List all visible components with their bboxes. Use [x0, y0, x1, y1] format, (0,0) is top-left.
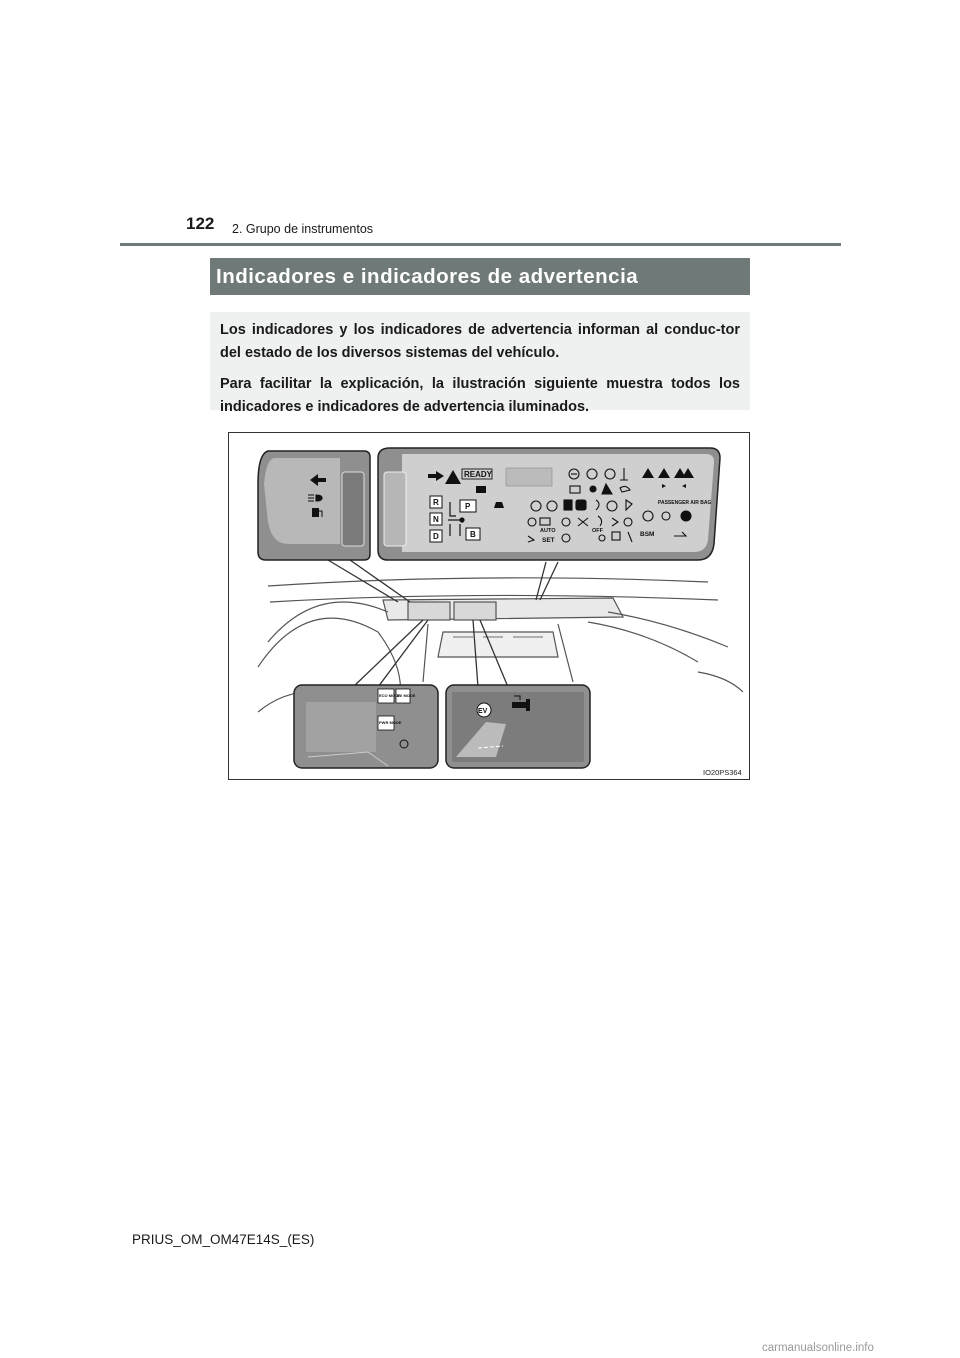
- passenger-airbag-label: PASSENGER AIR BAG: [658, 500, 712, 506]
- gear-b-indicator: B: [470, 530, 476, 539]
- bsm-indicator: BSM: [640, 531, 655, 538]
- auto-indicator: AUTO: [540, 528, 556, 534]
- header-rule: [120, 243, 841, 246]
- intro-paragraph: Para facilitar la explicación, la ilustración siguiente muestra todos los indicadores e indicadores de advertencia iluminados.: [220, 376, 740, 415]
- gear-d-indicator: D: [433, 532, 439, 541]
- chapter-title: 2. Grupo de instrumentos: [232, 222, 374, 236]
- watermark: carmanualsonline.info: [762, 1342, 874, 1354]
- power-mode-indicator: PWR MODE: [379, 720, 402, 725]
- left-indicator-panel: [258, 451, 370, 560]
- intro-box: [210, 312, 750, 415]
- main-indicator-panel: [378, 448, 720, 560]
- figure-code: IO20PS364: [703, 768, 742, 777]
- ev-mode-indicator: EV MODE: [397, 693, 416, 698]
- page-number: 122: [186, 214, 215, 233]
- eco-mode-panel: [294, 685, 438, 768]
- gear-n-indicator: N: [433, 515, 439, 524]
- instrument-cluster-illustration: [228, 432, 750, 780]
- ev-indicator-panel: [446, 685, 590, 768]
- gear-p-indicator: P: [465, 502, 471, 511]
- section-title: Indicadores e indicadores de advertencia: [210, 258, 750, 295]
- document-code: PRIUS_OM_OM47E14S_(ES): [132, 1232, 315, 1247]
- security-indicator-icon: [476, 486, 486, 493]
- cruise-set-indicator: SET: [542, 537, 555, 544]
- intro-paragraph: Los indicadores y los indicadores de advertencia informan al conduc-tor del estado de los diversos sistemas del vehículo.: [220, 322, 740, 361]
- eco-mode-indicator: ECO MODE: [379, 693, 401, 698]
- gear-r-indicator: R: [433, 498, 439, 507]
- off-indicator: OFF: [592, 528, 603, 534]
- ready-indicator: READY: [464, 470, 493, 479]
- ev-indicator: EV: [478, 708, 488, 715]
